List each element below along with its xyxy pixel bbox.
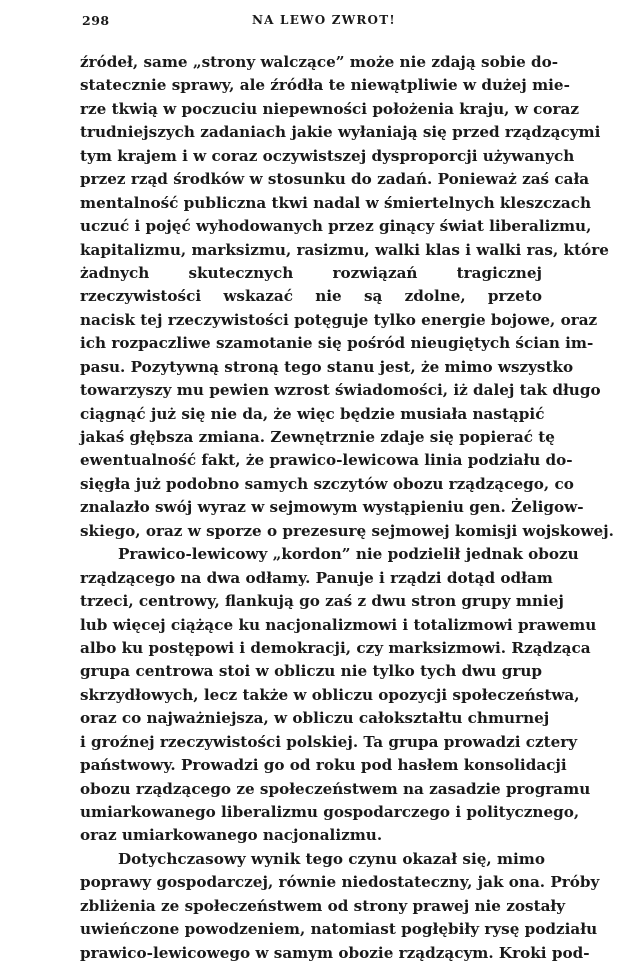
text-line: grupa centrowa stoi w obliczu nie tylko tych dwu grup	[80, 662, 542, 681]
text-line: Prawico-lewicowy „kordon” nie podzielił jednak obozu	[118, 545, 579, 564]
body-text	[80, 51, 614, 965]
text-line: ich rozpaczliwe szamotanie się pośród nieugiętych ścian im-	[80, 334, 594, 353]
text-line: Dotychczasowy wynik tego czynu okazał się, mimo	[118, 849, 546, 868]
text-line: znalazło swój wyraz w sejmowym wystąpieniu gen. Żeligow-	[80, 498, 584, 517]
text-line: rzeczywistości wskazać nie są zdolne, przeto	[80, 287, 542, 306]
page-header	[82, 13, 542, 33]
text-line: przez rząd środków w stosunku do zadań. Ponieważ zaś cała	[80, 170, 590, 189]
text-line: rządzącego na dwa odłamy. Panuje i rządzi dotąd odłam	[80, 568, 553, 587]
text-line: kapitalizmu, marksizmu, rasizmu, walki klas i walki ras, które	[80, 240, 609, 259]
text-line: mentalność publiczna tkwi nadal w śmiertelnych kleszczach	[80, 193, 592, 212]
text-line: skiego, oraz w sporze o prezesurę sejmowej komisji wojskowej.	[80, 521, 614, 540]
text-line: prawico-lewicowego w samym obozie rządzącym. Kroki pod-	[80, 943, 590, 962]
text-line: jakaś głębsza zmiana. Zewnętrznie zdaje się popierać tę	[80, 428, 555, 446]
text-line: trudniejszych zadaniach jakie wyłaniają się przed rządzącymi	[80, 123, 601, 142]
text-line: lub więcej ciążące ku nacjonalizmowi i totalizmowi prawemu	[80, 615, 597, 634]
text-line: tym krajem i w coraz oczywistszej dysproporcji używanych	[80, 146, 575, 165]
text-line: żadnych skutecznych rozwiązań tragicznej	[80, 263, 542, 282]
text-line: źródeł, same „strony walczące” może nie zdają sobie do-	[80, 53, 559, 71]
text-line: zbliżenia ze społeczeństwem od strony prawej nie zostały	[80, 896, 566, 915]
text-line: trzeci, centrowy, flankują go zaś z dwu stron grupy mniej	[80, 592, 564, 611]
text-line: uwieńczone powodzeniem, natomiast pogłębiły rysę podziału	[80, 920, 598, 939]
text-line: sięgła już podobno samych szczytów obozu rządzącego, co	[80, 474, 574, 493]
text-line: oraz co najważniejsza, w obliczu całokształtu chmurnej	[80, 709, 550, 728]
text-line: umiarkowanego liberalizmu gospodarczego i politycznego,	[80, 803, 580, 821]
text-line: uczuć i pojęć wyhodowanych przez ginący świat liberalizmu,	[80, 217, 592, 236]
text-line: statecznie sprawy, ale źródła te niewątpliwie w dużej mie-	[80, 76, 570, 95]
text-line: skrzydłowych, lecz także w obliczu opozycji społeczeństwa,	[80, 685, 580, 704]
text-line: pasu. Pozytywną stroną tego stanu jest, że mimo wszystko	[80, 357, 574, 376]
text-line: i groźnej rzeczywistości polskiej. Ta grupa prowadzi cztery	[80, 732, 578, 751]
text-line: nacisk tej rzeczywistości potęguje tylko energie bojowe, oraz	[80, 310, 598, 329]
text-line: ciągnąć już się nie da, że więc będzie musiała nastąpić	[80, 404, 545, 423]
text-line: obozu rządzącego ze społeczeństwem na zasadzie programu	[80, 779, 591, 798]
text-line: albo ku postępowi i demokracji, czy marksizmowi. Rządząca	[80, 638, 591, 657]
text-line: towarzyszy mu pewien wzrost świadomości, iż dalej tak długo	[80, 381, 601, 400]
text-line: rze tkwią w poczuciu niepewności położenia kraju, w coraz	[80, 99, 579, 118]
text-line: państwowy. Prowadzi go od roku pod hasłem konsolidacji	[80, 756, 567, 775]
text-line: oraz umiarkowanego nacjonalizmu.	[80, 826, 383, 845]
text-line: poprawy gospodarczej, równie niedostateczny, jak ona. Próby	[80, 873, 600, 892]
page-number: 298	[82, 13, 110, 28]
running-title: NA LEWO ZWROT!	[252, 13, 396, 27]
text-line: ewentualność fakt, że prawico-lewicowa linia podziału do-	[80, 451, 573, 470]
